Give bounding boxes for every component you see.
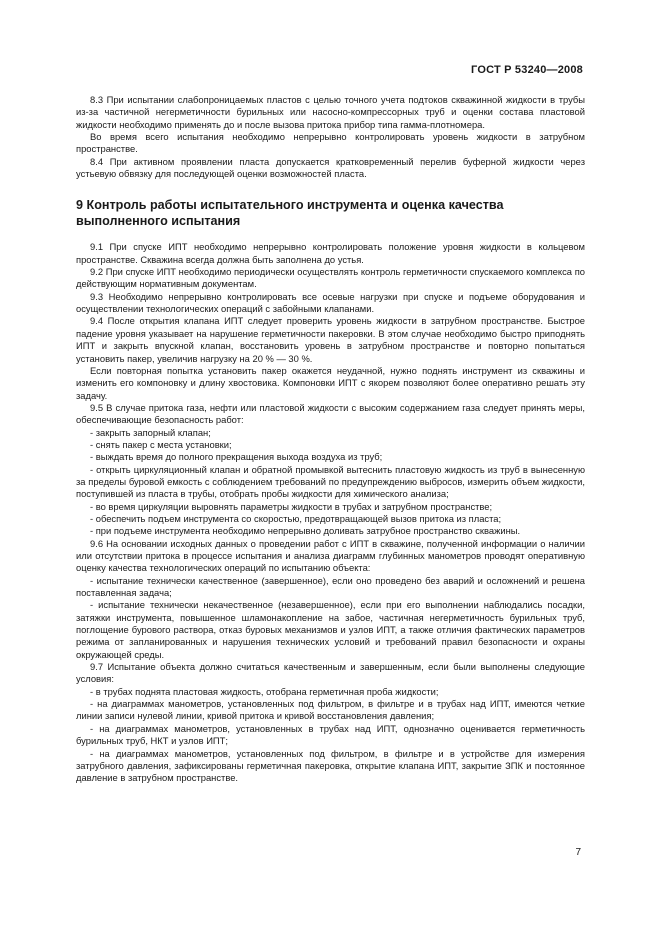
paragraph: 8.3 При испытании слабопроницаемых пластов с целью точного учета подтоков скважинной жидкости в трубы из-за частичной негерметичности бурильных или насосно-компрессорных труб и оценки состава пластовой жидкости необходимо применять до и после вызова притока прибор типа гамма-плотномера. [76,94,585,130]
paragraph: 9.5 В случае притока газа, нефти или пластовой жидкости с высоким содержанием газа следует принять меры, обеспечивающие безопасность работ: [76,401,585,426]
paragraph: - в трубах поднята пластовая жидкость, отобрана герметичная проба жидкости; [90,685,439,697]
paragraph: 9.2 При спуске ИПТ необходимо периодически осуществлять контроль герметичности спускаемого комплекса по действующим нормативным документам. [76,266,585,290]
document-body [76,94,585,785]
paragraph: - закрыть запорный клапан; [90,426,211,438]
paragraph: 8.4 При активном проявлении пласта допускается кратковременный перелив буферной жидкости через устьевую обвязку для последующей оценки возможностей пласта. [76,155,585,180]
page-number: 7 [575,847,581,858]
section-8-paragraphs [76,94,585,180]
paragraph: - при подъеме инструмента необходимо непрерывно доливать затрубное пространство скважины. [90,525,521,537]
paragraph: - испытание технически некачественное (незавершенное), если при его выполнении наблюдались посадки, затяжки инструмента, повышенное шламонакопление на забое, частичная негерметичность бурильных труб, поглощение бурового раствора, отказ буровых механизмов и узлов ИПТ, а также отличия фактических параметров режима от запланированных и нарушения технических условий и требований правил безопасности и охраны окружающей среды. [76,599,585,660]
paragraph: - во время циркуляции выровнять параметры жидкости в трубах и затрубном пространстве; [90,500,493,512]
paragraph: Во время всего испытания необходимо непрерывно контролировать уровень жидкости в затрубном пространстве. [76,131,585,155]
paragraph: - выждать время до полного прекращения выхода воздуха из труб; [90,451,383,463]
paragraph: 9.3 Необходимо непрерывно контролировать все осевые нагрузки при спуске и подъеме оборудования и осуществлении технологических операций с забойными клапанами. [76,290,585,315]
document-header: ГОСТ Р 53240—2008 [471,64,583,76]
paragraph: - на диаграммах манометров, установленных под фильтром, в фильтре и в устройстве для измерения затрубного давления, зафиксированы герметичная пакеровка, открытие клапана ИПТ, закрытие ЗПК и постоянное давление в затрубном пространстве. [76,747,585,784]
paragraph: - испытание технически качественное (завершенное), если оно проведено без аварий и осложнений и решена поставленная задача; [76,574,585,599]
section-9-paragraphs [76,241,585,784]
paragraph: - обеспечить подъем инструмента со скоростью, предотвращающей вызов притока из пласта; [90,512,502,524]
paragraph: - на диаграммах манометров, установленных в трубах над ИПТ, однозначно оценивается герметичность бурильных труб, НКТ и узлов ИПТ; [76,722,585,747]
paragraph: 9.4 После открытия клапана ИПТ следует проверить уровень жидкости в затрубном пространстве. Быстрое падение уровня указывает на нарушение герметичности пакеровки. В этом случае необходимо быстро приподнять ИПТ и закрыть впускной клапан, восстановить уровень в затрубном пространстве и повторно попытаться установить пакер, увеличив нагрузку на 20 % — 30 %. [76,315,585,364]
section-9-heading: 9 Контроль работы испытательного инструмента и оценка качества выполненного испытания [76,198,504,229]
paragraph: - снять пакер с места установки; [90,438,232,450]
paragraph: - на диаграммах манометров, установленных под фильтром, в фильтре и в трубах над ИПТ, имеются четкие линии записи нулевой линии, кривой притока и кривой восстановления давления; [76,698,585,722]
paragraph: - открыть циркуляционный клапан и обратной промывкой вытеснить пластовую жидкость из труб в вынесенную за пределы буровой емкость с соблюдением требований по предупреждению выбросов, измерить объем жидкости, поступившей из пласта в трубы, отобрать пробы жидкости для химического анализа; [76,463,585,500]
paragraph: 9.1 При спуске ИПТ необходимо непрерывно контролировать положение уровня жидкости в кольцевом пространстве. Скважина всегда должна быть заполнена до устья. [76,241,585,265]
paragraph: Если повторная попытка установить пакер окажется неудачной, нужно поднять инструмент из скважины и изменить его компоновку и длину хвостовика. Компоновки ИПТ с якорем позволяют более оперативно решать эту задачу. [76,364,585,401]
paragraph: 9.7 Испытание объекта должно считаться качественным и завершенным, если были выполнены следующие условия: [76,661,585,685]
paragraph: 9.6 На основании исходных данных о проведении работ с ИПТ в скважине, полученной информации о наличии или отсутствии притока в процессе испытания и анализа диаграмм глубинных манометров проводят оперативную оценку качества технологических операций по испытанию объекта: [76,537,585,574]
